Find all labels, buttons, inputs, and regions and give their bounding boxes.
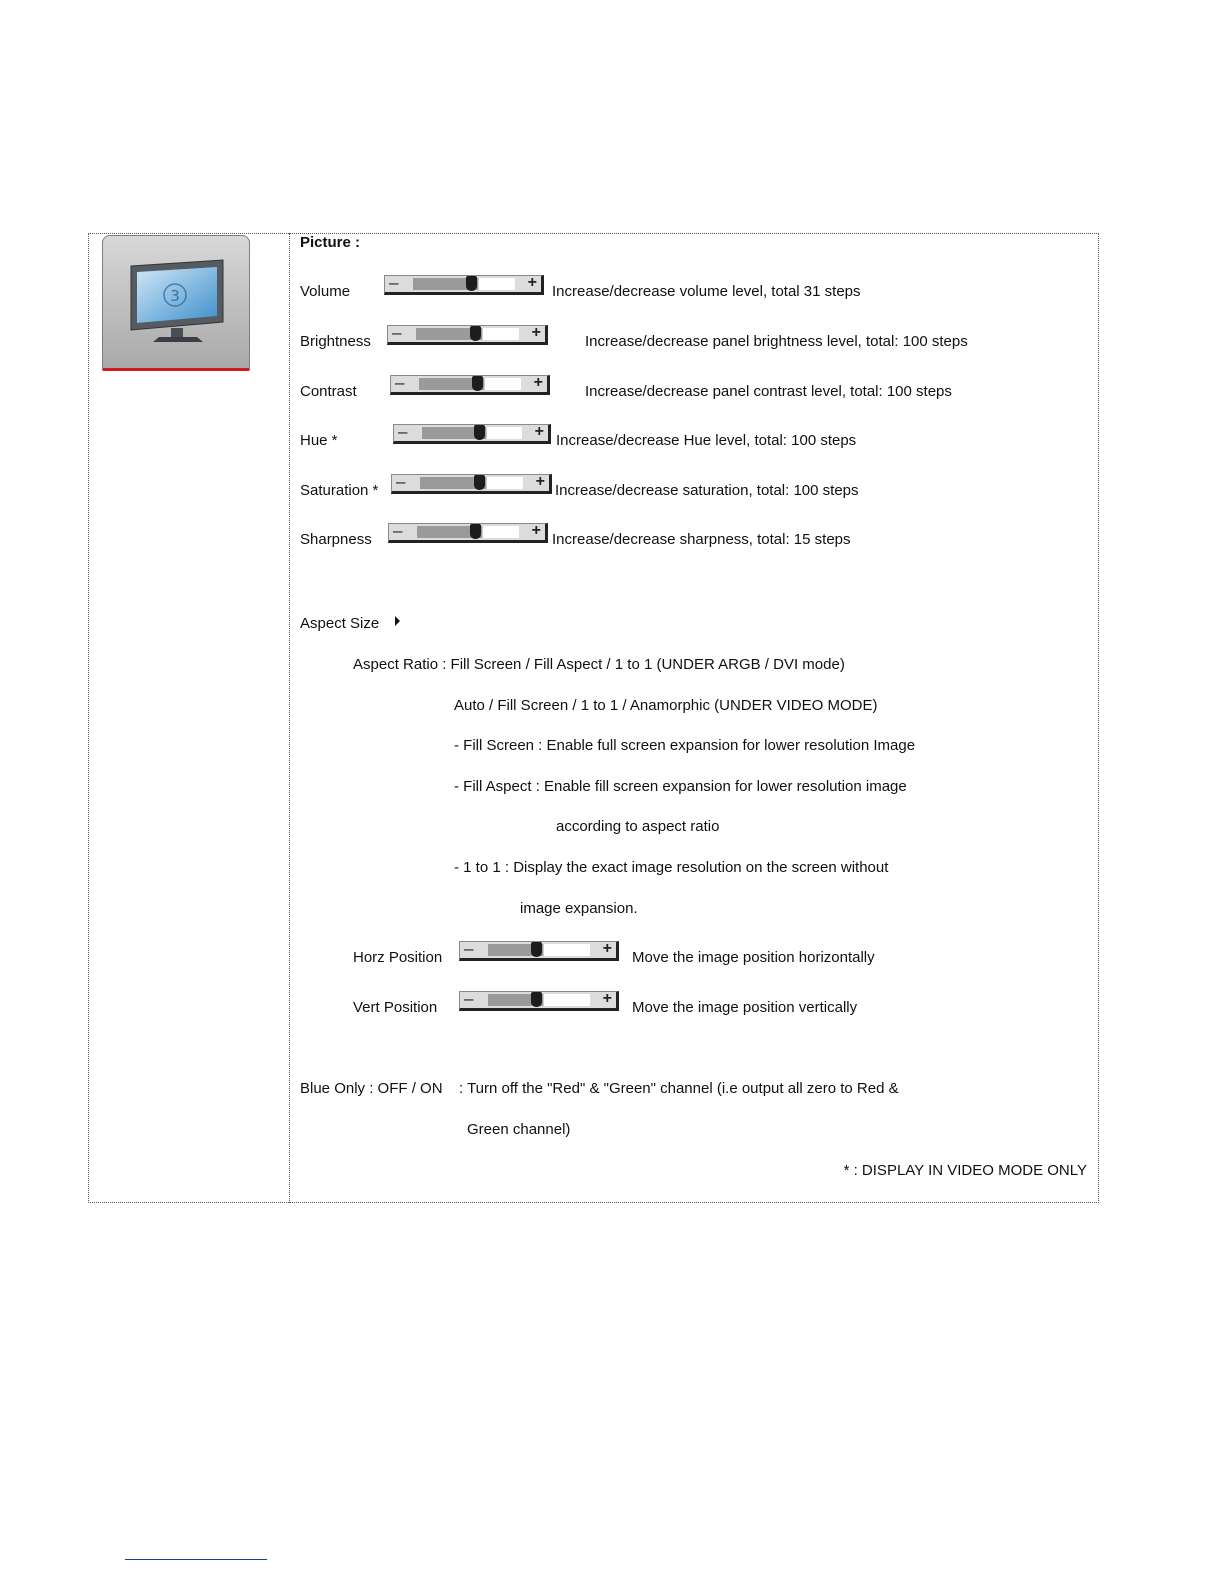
aspect-video-modes: Auto / Fill Screen / 1 to 1 / Anamorphic (UNDER VIDEO MODE): [454, 697, 878, 714]
plus-icon[interactable]: +: [602, 941, 612, 957]
minus-icon[interactable]: –: [464, 991, 474, 1008]
aspect-size-heading[interactable]: Aspect Size: [300, 615, 380, 632]
slider-track: [478, 278, 515, 290]
blue-only-label: Blue Only : OFF / ON: [300, 1080, 443, 1097]
horz-position-label: Horz Position: [353, 949, 443, 966]
footer-link-line: [125, 1559, 267, 1560]
minus-icon[interactable]: –: [393, 523, 403, 540]
volume-description: Increase/decrease volume level, total 31 steps: [552, 283, 861, 300]
hue-label: Hue *: [300, 432, 338, 449]
one-to-one-description-cont: image expansion.: [520, 900, 638, 917]
saturation-label: Saturation *: [300, 482, 379, 499]
slider-track: [482, 328, 519, 340]
hue-description: Increase/decrease Hue level, total: 100 steps: [556, 432, 857, 449]
sharpness-description: Increase/decrease sharpness, total: 15 steps: [552, 531, 851, 548]
minus-icon[interactable]: –: [395, 375, 405, 392]
horz-position-slider[interactable]: [459, 941, 619, 961]
aspect-ratio-line: Aspect Ratio : Fill Screen / Fill Aspect / 1 to 1 (UNDER ARGB / DVI mode): [353, 656, 845, 673]
brightness-description: Increase/decrease panel brightness level, total: 100 steps: [585, 333, 968, 350]
contrast-description: Increase/decrease panel contrast level, total: 100 steps: [585, 383, 952, 400]
minus-icon[interactable]: –: [389, 275, 399, 292]
horz-position-description: Move the image position horizontally: [632, 949, 875, 966]
slider-knob[interactable]: [466, 276, 477, 291]
vert-position-description: Move the image position vertically: [632, 999, 858, 1016]
slider-knob[interactable]: [470, 524, 481, 539]
picture-menu-tile: [102, 235, 250, 371]
slider-track: [486, 427, 522, 439]
one-to-one-description: - 1 to 1 : Display the exact image resolution on the screen without: [454, 859, 889, 876]
plus-icon[interactable]: +: [534, 424, 544, 440]
slider-knob[interactable]: [472, 376, 483, 391]
fill-screen-description: - Fill Screen : Enable full screen expansion for lower resolution Image: [454, 737, 916, 754]
blue-only-description: : Turn off the "Red" & "Green" channel (i.e output all zero to Red &: [459, 1080, 899, 1097]
brightness-slider[interactable]: [387, 325, 548, 345]
sharpness-label: Sharpness: [300, 531, 372, 548]
fill-aspect-description-cont: according to aspect ratio: [556, 818, 720, 835]
plus-icon[interactable]: +: [531, 523, 541, 539]
minus-icon[interactable]: –: [464, 941, 474, 958]
blue-only-description-cont: Green channel): [467, 1121, 571, 1138]
plus-icon[interactable]: +: [602, 991, 612, 1007]
slider-track: [486, 477, 523, 489]
expand-arrow-icon[interactable]: [395, 616, 400, 626]
volume-slider[interactable]: [384, 275, 544, 295]
plus-icon[interactable]: +: [533, 375, 543, 391]
contrast-slider[interactable]: [390, 375, 550, 395]
minus-icon[interactable]: –: [398, 424, 408, 441]
slider-track: [482, 526, 519, 538]
plus-icon[interactable]: +: [527, 275, 537, 291]
column-divider: [289, 233, 290, 1203]
plus-icon[interactable]: +: [531, 325, 541, 341]
slider-knob[interactable]: [474, 475, 485, 490]
sharpness-slider[interactable]: [388, 523, 548, 543]
hue-slider[interactable]: [393, 424, 551, 444]
monitor-channel-number: 3: [170, 287, 180, 305]
slider-track: [484, 378, 521, 390]
brightness-label: Brightness: [300, 333, 371, 350]
fill-aspect-description: - Fill Aspect : Enable fill screen expansion for lower resolution image: [454, 778, 907, 795]
picture-settings-table: [88, 233, 1099, 1203]
minus-icon[interactable]: –: [396, 474, 406, 491]
slider-knob[interactable]: [531, 942, 542, 957]
vert-position-label: Vert Position: [353, 999, 438, 1016]
section-title: Picture :: [300, 234, 361, 251]
video-mode-footnote: * : DISPLAY IN VIDEO MODE ONLY: [843, 1162, 1087, 1179]
slider-track: [543, 994, 590, 1006]
vert-position-slider[interactable]: [459, 991, 619, 1011]
slider-knob[interactable]: [470, 326, 481, 341]
saturation-slider[interactable]: [391, 474, 552, 494]
slider-knob[interactable]: [474, 425, 485, 440]
slider-knob[interactable]: [531, 992, 542, 1007]
slider-track: [543, 944, 590, 956]
monitor-icon: [125, 258, 229, 354]
volume-label: Volume: [300, 283, 351, 300]
saturation-description: Increase/decrease saturation, total: 100 steps: [555, 482, 859, 499]
contrast-label: Contrast: [300, 383, 357, 400]
plus-icon[interactable]: +: [535, 474, 545, 490]
minus-icon[interactable]: –: [392, 325, 402, 342]
